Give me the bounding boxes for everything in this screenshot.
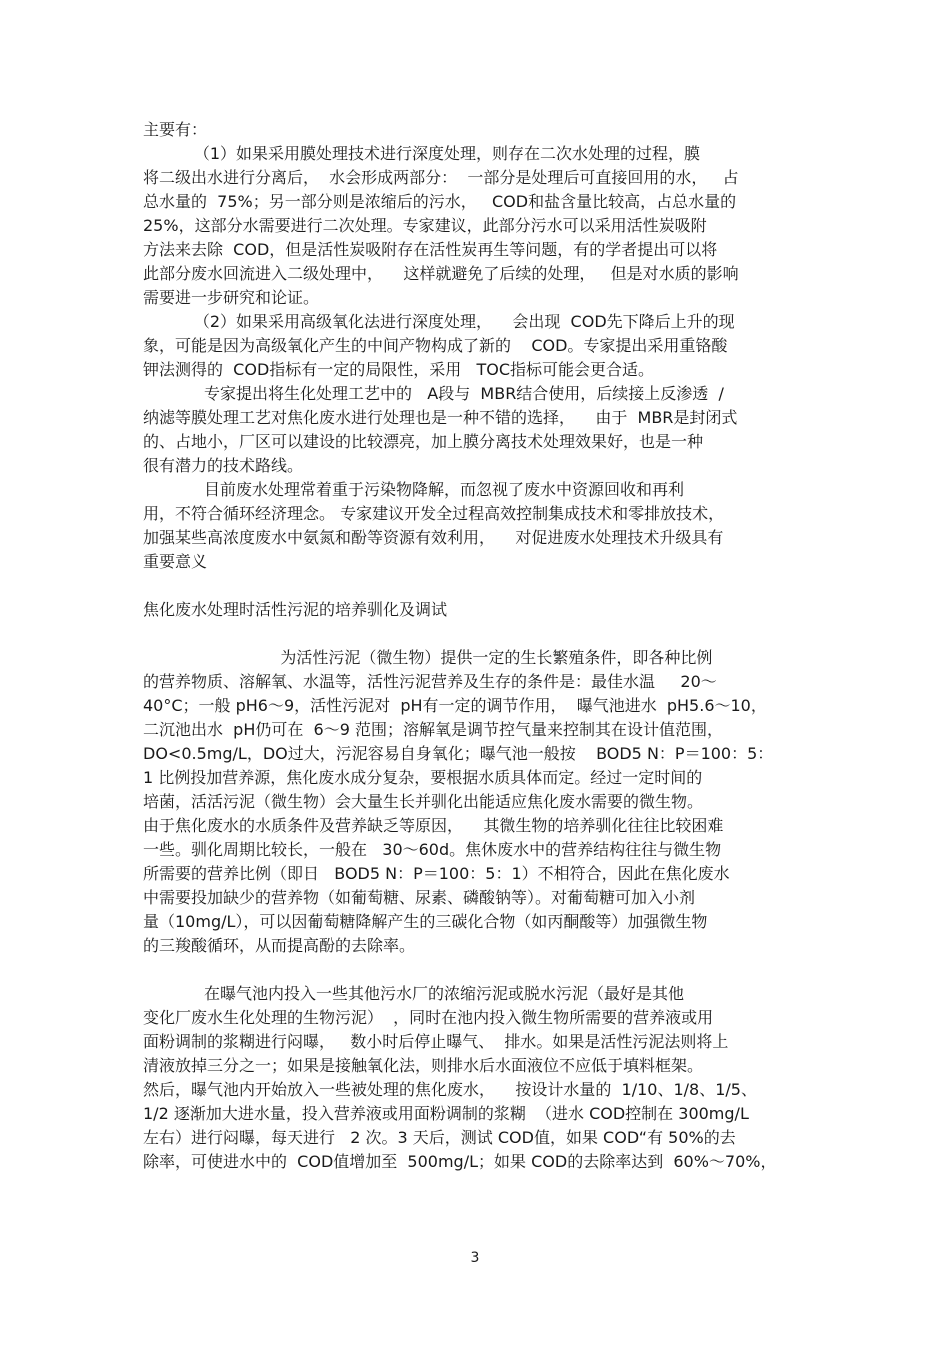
text-line: 清液放掉三分之一；如果是接触氧化法，则排水后水面液位不应低于填料框架。 — [143, 1056, 704, 1075]
text-line: 目前废水处理常着重于污染物降解，而忽视了废水中资源回收和再利 — [143, 480, 685, 499]
text-line: 培菌，活活污泥（微生物）会大量生长并驯化出能适应焦化废水需要的微生物。 — [143, 792, 704, 811]
section-heading: 焦化废水处理时活性污泥的培养驯化及调试 — [143, 600, 448, 619]
text-line: 由于焦化废水的水质条件及营养缺乏等原因， 其微生物的培养驯化往往比较困难 — [143, 816, 724, 835]
text-line: 将二级出水进行分离后， 水会形成两部分： 一部分是处理后可直接回用的水， 占 — [143, 168, 739, 187]
text-line: 25%，这部分水需要进行二次处理。专家建议，此部分污水可以采用活性炭吸附 — [143, 216, 707, 235]
text-line: 在曝气池内投入一些其他污水厂的浓缩污泥或脱水污泥（最好是其他 — [143, 984, 685, 1003]
text-line: 面粉调制的浆糊进行闷曝， 数小时后停止曝气、 排水。如果是活性污泥法则将上 — [143, 1032, 729, 1051]
text-line: 方法来去除 COD，但是活性炭吸附存在活性炭再生等问题，有的学者提出可以将 — [143, 240, 718, 259]
text-line: 纳滤等膜处理工艺对焦化废水进行处理也是一种不错的选择， 由于 MBR是封闭式 — [143, 408, 738, 427]
text-line: 一些。驯化周期比较长，一般在 30～60d。焦休废水中的营养结构往往与微生物 — [143, 840, 722, 859]
text-line: 的营养物质、溶解氧、水温等，活性污泥营养及生存的条件是：最佳水温 20～ — [143, 672, 717, 691]
text-line: 然后，曝气池内开始放入一些被处理的焦化废水， 按设计水量的 1/10、1/8、1/5、 — [143, 1080, 757, 1099]
text-line: （1）如果采用膜处理技术进行深度处理，则存在二次水处理的过程，膜 — [143, 144, 701, 163]
text-line: （2）如果采用高级氧化法进行深度处理， 会出现 COD先下降后上升的现 — [143, 312, 735, 331]
text-line: 所需要的营养比例（即日 BOD5 N：P＝100：5：1）不相符合，因此在焦化废水 — [143, 864, 730, 883]
text-line: 象，可能是因为高级氧化产生的中间产物构成了新的 COD。专家提出采用重铬酸 — [143, 336, 728, 355]
text-line: 专家提出将生化处理工艺中的 A段与 MBR结合使用，后续接上反渗透 / — [143, 384, 724, 403]
text-line: 很有潜力的技术路线。 — [143, 456, 304, 475]
text-line: 的、占地小，厂区可以建设的比较漂亮，加上膜分离技术处理效果好，也是一种 — [143, 432, 704, 451]
text-line: 1/2 逐渐加大进水量，投入营养液或用面粉调制的浆糊 （进水 COD控制在 300mg/L — [143, 1104, 749, 1123]
text-line: 为活性污泥（微生物）提供一定的生长繁殖条件，即各种比例 — [143, 648, 713, 667]
text-line: 重要意义 — [143, 552, 208, 571]
text-line: DO<0.5mg/L，DO过大，污泥容易自身氧化；曝气池一般按 BOD5 N：P＝100：5： — [143, 744, 774, 763]
text-line: 变化厂废水生化处理的生物污泥） ，同时在池内投入微生物所需要的营养液或用 — [143, 1008, 714, 1027]
text-line: 的三羧酸循环，从而提高酚的去除率。 — [143, 936, 416, 955]
text-line: 加强某些高浓度废水中氨氮和酚等资源有效利用， 对促进废水处理技术升级具有 — [143, 528, 724, 547]
text-line: 左右）进行闷曝，每天进行 2 次。3 天后，测试 COD值，如果 COD“有 50%的去 — [143, 1128, 736, 1147]
text-line: 1 比例投加营养源，焦化废水成分复杂，要根据水质具体而定。经过一定时间的 — [143, 768, 703, 787]
text-line: 40°C；一般 pH6～9，活性污泥对 pH有一定的调节作用， 曝气池进水 pH5.6～10， — [143, 696, 767, 715]
text-line: 除率，可使进水中的 COD值增加至 500mg/L；如果 COD的去除率达到 60%～70%， — [143, 1152, 777, 1171]
text-line: 二沉池出水 pH仍可在 6～9 范围；溶解氧是调节控气量来控制其在设计值范围， — [143, 720, 723, 739]
text-line: 主要有： — [143, 120, 208, 139]
text-line: 中需要投加缺少的营养物（如葡萄糖、尿素、磷酸钠等）。对葡萄糖可加入小剂 — [143, 888, 696, 907]
text-line: 量（10mg/L），可以因葡萄糖降解产生的三碳化合物（如丙酮酸等）加强微生物 — [143, 912, 708, 931]
text-line: 此部分废水回流进入二级处理中， 这样就避免了后续的处理， 但是对水质的影响 — [143, 264, 739, 283]
text-line: 钾法测得的 COD指标有一定的局限性，采用 TOC指标可能会更合适。 — [143, 360, 655, 379]
text-line: 需要进一步研究和论证。 — [143, 288, 320, 307]
text-line: 用，不符合循环经济理念。 专家建议开发全过程高效控制集成技术和零排放技术， — [143, 504, 725, 523]
text-line: 总水量的 75%；另一部分则是浓缩后的污水， COD和盐含量比较高，占总水量的 — [143, 192, 737, 211]
page-number: 3 — [470, 1250, 480, 1266]
